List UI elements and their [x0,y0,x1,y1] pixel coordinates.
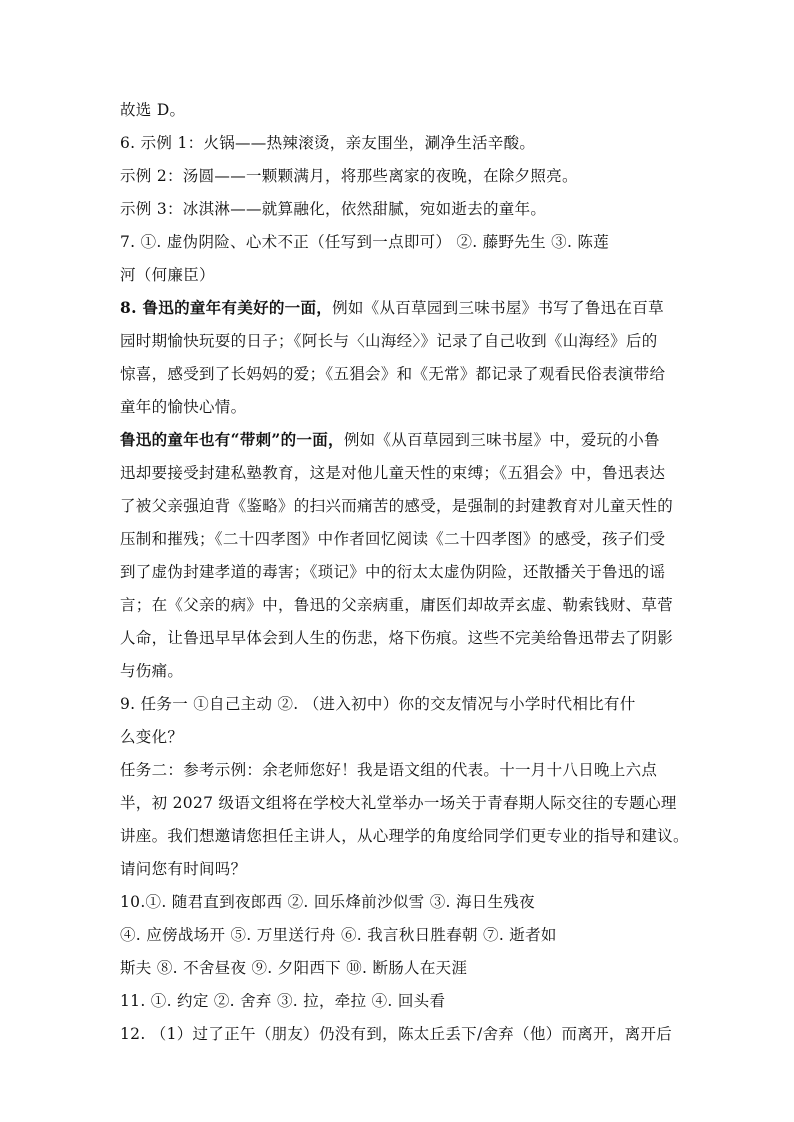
text-line: 示例 2：汤圆——一颗颗满月，将那些离家的夜晚，在除夕照亮。 [120,167,578,185]
text-line: 人命，让鲁迅早早体会到人生的伤悲，烙下伤痕。这些不完美给鲁迅带去了阴影 [120,629,674,647]
text-line: 园时期愉快玩耍的日子；《阿长与〈山海经〉》记录了自己收到《山海经》后的 [120,332,658,350]
text-line: 任务二：参考示例：余老师您好！我是语文组的代表。十一月十八日晚上六点 [120,761,658,779]
text-line: 讲座。我们想邀请您担任主讲人，从心理学的角度给同学们更专业的指导和建议。 [120,827,689,845]
text-line: 12. （1）过了正午（朋友）仍没有到，陈太丘丢下/舍弃（他）而离开，离开后 [120,1025,673,1043]
text-line: 11. ①. 约定 ②. 舍弃 ③. 拉，牵拉 ④. 回头看 [120,992,446,1010]
text-line: 6. 示例 1：火锅——热辣滚烫，亲友围坐，涮净生活辛酸。 [120,134,536,152]
answer-heading: 鲁迅的童年也有“带刺”的一面， [120,430,344,449]
text-line: 示例 3：冰淇淋——就算融化，依然甜腻，宛如逝去的童年。 [120,200,547,218]
answer-heading: 8. 鲁迅的童年有美好的一面， [120,298,333,317]
text-line: 到了虚伪封建孝道的毒害；《琐记》中的衍太太虚伪阴险，还散播关于鲁迅的谣 [120,563,666,581]
text-line: 10.①. 随君直到夜郎西 ②. 回乐烽前沙似雪 ③. 海日生残夜 [120,893,535,911]
text-line: 请问您有时间吗？ [120,860,247,878]
text-line: 言；在《父亲的病》中，鲁迅的父亲病重，庸医们却故弄玄虚、勒索钱财、草菅 [120,596,674,614]
text-line: 半，初 2027 级语文组将在学校大礼堂举办一场关于青春期人际交往的专题心理 [120,794,677,812]
text-line: 迅却要接受封建私塾教育，这是对他儿童天性的束缚；《五猖会》中，鲁迅表达 [120,464,666,482]
text-line: ④. 应傍战场开 ⑤. 万里送行舟 ⑥. 我言秋日胜春朝 ⑦. 逝者如 [120,926,557,944]
text-line: 了被父亲强迫背《鉴略》的扫兴而痛苦的感受，是强制的封建教育对儿童天性的 [120,497,674,515]
text-line: 鲁迅的童年也有“带刺”的一面，例如《从百草园到三味书屋》中，爱玩的小鲁 [120,430,660,449]
text-line: 么变化？ [120,728,184,746]
text-line: 压制和摧残；《二十四孝图》中作者回忆阅读《二十四孝图》的感受，孩子们受 [120,530,666,548]
text-line: 惊喜，感受到了长妈妈的爱；《五猖会》和《无常》都记录了观看民俗表演带给 [120,365,666,383]
text-line: 斯夫 ⑧. 不舍昼夜 ⑨. 夕阳西下 ⑩. 断肠人在天涯 [120,959,468,977]
text-line: 童年的愉快心情。 [120,398,247,416]
text-line: 7. ①. 虚伪阴险、心术不正（任写到一点即可） ②. 藤野先生 ③. 陈莲 [120,233,610,251]
text-line: 故选 D。 [120,101,186,119]
text-line: 8. 鲁迅的童年有美好的一面，例如《从百草园到三味书屋》书写了鲁迅在百草 [120,298,664,317]
text-line: 与伤痛。 [120,662,184,680]
text-line: 9. 任务一 ①自己主动 ②. （进入初中）你的交友情况与小学时代相比有什 [120,695,636,713]
text-line: 河（何廉臣） [120,266,215,284]
